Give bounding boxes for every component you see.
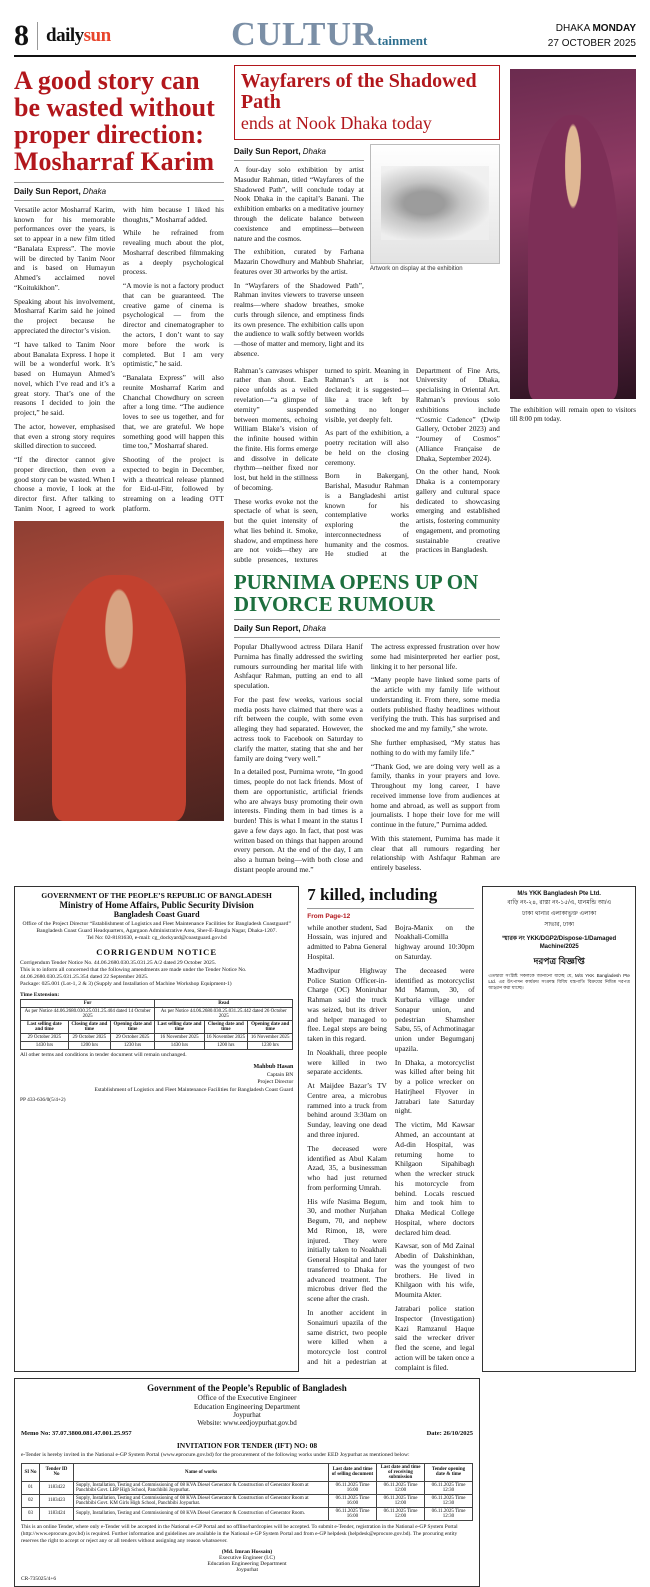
headline-line2: ends at Nook Dhaka today: [240, 112, 432, 133]
rule: [234, 160, 364, 161]
story-mosharraf: [14, 65, 224, 878]
byline-wayfarers: [234, 147, 364, 156]
masthead-left: [14, 18, 111, 52]
page-number: 8: [14, 18, 29, 52]
paragraph: In a detailed post, Purnima wrote, “In good times, people do not lack friends. Most of them are opportunistic, artificial friends who are always busy promoting their own interests. Finding them in bad times is a burden! This is what I meant in the status I gave a few days ago. In fact, that post was written based on things that happen around every person. At the end of the day, I am also a human being—with both close and distant people around me.”: [233, 767, 363, 874]
byline-city: Dhaka: [302, 147, 326, 157]
story-body-7killed: [307, 923, 474, 1373]
ad-tender-number: স্মারক নং YKK/DGP2/Dispose-1/Damaged Machine/2025: [502, 935, 617, 950]
headline-line1: Wayfarers of the Shadowed Path: [240, 69, 477, 113]
table-cell: 1430 hrs: [21, 1041, 69, 1049]
wayfarers-top: [234, 144, 500, 363]
paragraph: while another student, Sad Hossain, was injured and admitted to Pabna General Hospital.: [307, 922, 387, 961]
story-7killed: [307, 886, 474, 1373]
paragraph: The exhibition, curated by Farhana Mazarin Chowdhury and Mahbub Shahriar, features over 30 artworks by the artist.: [233, 247, 364, 276]
table-header: Closing date and time: [68, 1020, 110, 1033]
section-main-text: CULTUR: [231, 16, 378, 53]
paragraph: The exhibition will remain open to visitors till 8:00 pm today.: [509, 405, 636, 423]
ad-line-1: GOVERNMENT OF THE PEOPLE’S REPUBLIC OF BANGLADESH: [41, 890, 272, 900]
table-header: SI No: [22, 1463, 40, 1481]
paragraph: “If the director cannot give proper direction, then even a good story can be wasted. When I choose a movie, I look at the director first. After talking to Tanim Noor, I agreed to work with him because I liked his thoughts,” Mosharraf added.: [14, 204, 224, 513]
paragraph: “Thank God, we are doing very well as a family, thanks in your prayers and love. Throughout my long career, I have received immense love from audiences at home and abroad, as well as support from journalists. I hope their love for me will continue in the future,” Purnima added.: [370, 761, 500, 830]
masthead-divider: [37, 22, 38, 50]
signature-title: Project Director: [257, 1079, 294, 1086]
table-cell: 1230 hrs: [110, 1041, 154, 1049]
table-header-for: For: [21, 999, 155, 1007]
table-cell: 06.11.2025 Time 16:00: [329, 1494, 377, 1507]
ad-memo-date: Date: 26/10/2025: [426, 1430, 473, 1438]
table-header: Last selling date and time: [21, 1020, 69, 1033]
table-cell: 06.11.2025 Time 16:00: [329, 1481, 377, 1494]
table-header: Opening date and time: [248, 1020, 293, 1033]
ad-time-extension-label: Time Extension:: [20, 991, 60, 998]
ad-reference-code: PP 433-636/0(5/4+2): [20, 1096, 66, 1103]
section-title: [111, 16, 548, 53]
table-cell: 29 October 2025: [68, 1033, 110, 1041]
story-body-purnima: [234, 642, 500, 878]
paragraph: Born in Bakerganj, Barishal, Masudur Rahman is a Bangladeshi artist known for his contemplative works exploring the interconnectedness of humanity and the cosmos. He studied at the Department of Fine Arts, University of Dhaka, specialising in Oriental Art. Rahman’s previous solo exhibitions include “Cosmic Cadence” (Dwip Gallery, October 2023) and “Journey of Cosmos” (Alliance Française de Dhaka, September 2024).: [324, 365, 500, 559]
table-row: [22, 1494, 473, 1507]
ad-address-line-3: সাভার, ঢাকা: [544, 921, 575, 928]
ad-line-ref-3: Package: 025.001 (Lot-1, 2 & 3) (Supply and Installation of Machine Workshop Equipment-1): [20, 981, 232, 988]
story-body-mosharraf: [14, 205, 224, 516]
right-column: [510, 65, 636, 878]
ad-company-name: M/s YKK Bangladesh Pte Ltd.: [517, 890, 601, 897]
byline-mosharraf: [14, 187, 224, 196]
table-cell: 16 November 2025: [155, 1033, 204, 1041]
ad-line-1: Government of the People’s Republic of Bangladesh: [147, 1383, 347, 1394]
signature-org: Establishment of Logistics and Fleet Maintenance Facilities for Bangladesh Coast Guard: [94, 1086, 294, 1093]
paragraph: For the past few weeks, various social media posts have claimed that there was a rift between the couple, with some even alleging they had separated. However, the actress took to Facebook on Saturday to clarify the matter, stating that she and her family are doing “very well.”: [233, 694, 363, 763]
table-cell: 06.11.2025 Time 16:00: [329, 1507, 377, 1520]
table-cell: 16 November 2025: [248, 1033, 293, 1041]
table-header: Last selling date and time: [155, 1020, 204, 1033]
paragraph: The deceased were identified as motorcyclist Md Mamun, 30, of Kurbaria village under Sonapur union, and pedestrian Shamsher Sabu, 55, of Achmotinagar union under Begumganj upazila.: [394, 965, 475, 1053]
table-cell: Supply, Installation, Testing and Commissioning of 08 KVA Diesel Generator & Construction of Generator Room at Panchbibi Govt. LBP High School, Panchbibi Joypurhat.: [74, 1481, 329, 1494]
paragraph: In Noakhali, three people were killed in two separate accidents.: [307, 1047, 387, 1077]
ad-line-3: Bangladesh Coast Guard: [113, 909, 200, 919]
table-row: [21, 1007, 293, 1020]
byline-city: Dhaka: [82, 186, 107, 196]
paragraph: On the other hand, Nook Dhaka is a contemporary gallery and cultural space dedicated to showcasing emerging and established artists, fostering community engagement, and promoting sustainable creative practices in Bangladesh.: [415, 467, 500, 555]
ad-office-address: Office of the Project Director “Establishment of Logistics and Fleet Maintenance Facilities for Bangladesh Coastguard” Bangladesh Coast Guard Headquarters, Agargaon Administrative Area, Sher-E-Bangla Nagar, Dhaka-1207.: [22, 920, 291, 935]
paragraph: She further emphasised, “My status has nothing to do with my family life.”: [370, 738, 500, 757]
dateline-city: [548, 21, 636, 36]
ad-footer-note: This is an online Tender, where only e-Tender will be accepted in the National e-GP Portal and no offline/hardcopies will be accepted. To submit e-Tender, registration in the National e-GP System Portal (http://www.eprocure.gov.bd) is required. Further information and guidelines are available in the National e-GP System Portal and from e-GP helpdesk (helpdesk@eprocure.gov.bd). The procuring entity reserves the right to accept or reject any or all tenders without assigning any reason whatsoever.: [21, 1523, 458, 1544]
ad-tender-body: এতদ্বারা সংশ্লিষ্ট সকলকে জানানো যাচ্ছে যে, M/S YKK Bangladesh Pte Ltd. এর উৎপাদন কার্যক্রম সংক্রান্ত বিবিধ যন্ত্রপাতি বিক্রয়ের নিমিত্ত দরপত্র আহ্বান করা যাচ্ছে।: [488, 972, 630, 991]
paragraph: A four-day solo exhibition by artist Masudur Rahman, titled “Wayfarers of the Shadowed Path”, will conclude today at Nook Dhaka in the capital’s Banani. The exhibition embarks on a meditative journey through the delicate balance between coexistence and emptiness—between nature and the cosmos.: [233, 165, 364, 243]
table-cell: 16 November 2025: [204, 1033, 248, 1041]
table-cell: 1183422: [40, 1481, 74, 1494]
table-header: Opening date and time: [110, 1020, 154, 1033]
ad-coast-guard-header: [20, 891, 293, 919]
paragraph: These works evoke not the spectacle of what is seen, but the quiet intensity of what lies behind it. Smoke, shadow, and emptiness here are not voids—they are subtle presences, textures turned to spirit. Meaning in Rahman’s art is not declared; it is suggested—like a trace left by something no longer visible, yet deeply felt.: [233, 365, 409, 565]
byline-text: Daily Sun Report,: [14, 186, 81, 196]
day-text: MONDAY: [592, 22, 636, 34]
signature-title-1: Executive Engineer (I.C): [218, 1554, 276, 1561]
table-row: [22, 1507, 473, 1520]
ad-address-line-2: ঢাকা থানার এলাকাভুক্ত এলাকা: [522, 910, 597, 917]
table-cell: 1430 hrs: [155, 1041, 204, 1049]
table-subheader-b: As per Notice 44.06.2680.030.25.031.25.442 dated 26 October 2025: [155, 1007, 293, 1020]
date-text: 27 OCTOBER 2025: [547, 37, 636, 49]
table-row: [21, 1020, 293, 1033]
table-row: [21, 1033, 293, 1041]
paragraph: Speaking about his involvement, Mosharraf Karim said he joined the project because he appreciated the director’s vision.: [14, 296, 115, 335]
rule: [14, 200, 224, 201]
table-cell: 06.11.2025 Time 12:00: [377, 1481, 425, 1494]
signature-name: (Md. Imran Hossain): [221, 1548, 273, 1555]
paragraph: Versatile actor Mosharraf Karim, known for his memorable performances over the years, is set to appear in a new film titled “Banalata Express”. The movie will be directed by Tanim Noor and is based on Humayun Ahmed’s acclaimed novel “Koitukikhon”.: [14, 204, 115, 292]
section-tail-text: tainment: [377, 33, 428, 48]
ad-edu-signature: [21, 1549, 473, 1573]
ad-contact: Tel No: 02-8181630, e-mail: cg_dockyard@coastguard.gov.bd: [86, 935, 227, 942]
table-cell: 06.11.2025 Time 12:30: [425, 1494, 473, 1507]
paragraph: His wife Nasima Begum, 30, and mother Nurjahan Begum, 70, and nephew Md Rimon, 18, were injured. They were initially taken to Noakhali General Hospital and later transferred to Dhaka for advanced treatment. The microbus driver fled the scene after the crash.: [307, 1196, 387, 1304]
table-cell: 02: [22, 1494, 40, 1507]
paragraph: At Maijdee Bazar’s TV Centre area, a microbus rammed into a truck from behind around 3:30am on Sunday, leaving one dead and three injured.: [307, 1081, 387, 1139]
table-header: Tender ID No: [40, 1463, 74, 1481]
ad-line-ref-1: Corrigendum Tender Notice No. 44.06.2680.030.35.031.25 A/2 dated 29 October 2025.: [20, 959, 217, 966]
headline-7killed: 7 killed, including: [307, 884, 438, 904]
ad-website: Website: www.eedjoypurhat.gov.bd: [197, 1419, 297, 1428]
table-cell: 29 October 2025: [110, 1033, 154, 1041]
paragraph: “Banalata Express” will also reunite Mosharraf Karim and Chanchal Chowdhury on screen after a long time. “The audience loves to see us together, and for that, we are grateful. We hope something good will happen this time too,” Mosharraf shared.: [122, 373, 224, 451]
table-cell: 1183424: [40, 1507, 74, 1520]
photo-caption: Artwork on display at the exhibition: [369, 266, 463, 273]
ad-edu-header: [21, 1383, 473, 1427]
ad-line-3: Education Engineering Department: [193, 1402, 301, 1412]
ad-line-2: Ministry of Home Affairs, Public Security Division: [59, 899, 254, 910]
ad-invitation-title: INVITATION FOR TENDER (IFT) NO: 08: [176, 1441, 318, 1451]
paragraph: Jatrabari police station Inspector (Investigation) Kazi Ramzanul Haque said the wrecker driver fled the scene, and legal action will be taken once a complaint is filed.: [394, 1304, 475, 1372]
table-header-read: Read: [155, 999, 293, 1007]
table-cell: 06.11.2025 Time 12:00: [377, 1494, 425, 1507]
table-header: Last date and time of selling document: [329, 1463, 377, 1481]
paragraph: While he refrained from revealing much about the plot, Mosharraf described filmmaking as a deeply psychological process.: [122, 228, 224, 277]
table-cell: 1200 hrs: [204, 1041, 248, 1049]
masthead: [14, 16, 636, 57]
headline-purnima: PURNIMA OPENS UP ON DIVORCE RUMOUR: [233, 570, 479, 617]
logo-sun-text: sun: [83, 24, 111, 46]
wayfarers-closing-note: [510, 406, 636, 424]
ad-line-ref-2: This is to inform all concerned that the following amendments are made under the Tender Notice No. 44.06.2680.030.25.031.25.354 dated 22 September 2025.: [20, 966, 247, 981]
byline-city: Dhaka: [302, 624, 326, 634]
paragraph: Popular Dhallywood actress Dilara Hanif Purnima has finally addressed the swirling rumours surrounding her marital life with Ashfaqur Rahman, putting an end to all speculation.: [233, 642, 363, 691]
paragraph: With this statement, Purnima has made it clear that all rumours regarding her relationship with Ashfaqur Rahman are entirely baseless.: [370, 833, 500, 873]
photo-exhibition-artwork: [370, 144, 500, 264]
table-cell: Supply, Installation, Testing and Commissioning of 08 KVA Diesel Generator & Construction of Generator Room at Panchbibi Govt. KM Girls High School, Panchbibi Joypurhat.: [74, 1494, 329, 1507]
rule: [14, 182, 224, 183]
masthead-date: [548, 21, 636, 51]
paragraph: Madhvipur Highway Police Station Officer-in-Charge (OC) Moniruhar Rahman said the truck was seized, but its driver and helper managed to flee. Legal steps are being taken in this regard.: [307, 965, 387, 1044]
ad-tender-title: দরপত্র বিজ্ঞপ্তি: [533, 955, 585, 966]
lower-area: [14, 886, 636, 1373]
table-cell: Supply, Installation, Testing and Commissioning of 08 KVA Diesel Generator & Construction of Generator Room.: [74, 1507, 329, 1520]
headline-wayfarers: [241, 71, 493, 135]
ad-memo-number: Memo No: 37.07.3800.081.47.001.25.957: [21, 1430, 132, 1438]
table-header: Name of works: [74, 1463, 329, 1481]
paragraph: Rahman’s canvases whisper rather than shout. Each piece unfolds as a veiled revelation—“a glimpse of eternity” suspended between moments, echoing William Blake’s vision of the infinite housed within the finite. His forms emerge and dissolve in delicate rhythm—neither fixed nor lost, but held in the stillness of becoming.: [233, 365, 318, 492]
ad-address-line-1: বাড়ি নং-২৪, রাস্তা নং-১৫/এ, ধানমন্ডি আ/এ: [507, 899, 612, 906]
byline-text: Daily Sun Report,: [233, 147, 301, 157]
paragraph: As part of the exhibition, a poetry recitation will also be held on the closing ceremony.: [324, 428, 409, 467]
middle-column: [234, 65, 500, 878]
table-cell: 1183423: [40, 1494, 74, 1507]
city-text: DHAKA: [555, 22, 590, 34]
table-cell: 29 October 2025: [21, 1033, 69, 1041]
paragraph: The actor, however, emphasised that even a strong story requires skilled direction to succeed.: [14, 421, 115, 451]
table-row: [21, 1041, 293, 1049]
rule: [307, 908, 474, 909]
top-stories: [14, 65, 636, 878]
wayfarers-photo-wrap: [370, 144, 500, 363]
ad-line-4: Joypurhat: [233, 1411, 261, 1420]
ad-reference-code: CR-735025/4+6: [21, 1575, 57, 1582]
paragraph: “I have talked to Tanim Noor about Banalata Express. I hope it will be a wonderful work. It’s based on Humayun Ahmed’s novel, which I’ve read and it’s a great story. That’s one of the reasons I decided to join the project,” he said.: [14, 339, 115, 418]
paragraph: The victim, Md Kawsar Ahmed, an accountant at Ad-din Hospital, was returning home to Khilgaon Sipahibagh when the wrecker struck his motorcycle from behind. Locals rescued him and took him to Dhaka Medical College Hospital, where doctors declared him dead.: [394, 1120, 475, 1237]
byline-purnima: [234, 624, 500, 633]
wayfarers-body-b: [234, 366, 500, 565]
paragraph: Kawsar, son of Md Zainal Abedin of Dakshinkhan, was the youngest of two brothers. He lived in Khilgaon with his wife, Moumita Akter.: [394, 1241, 475, 1300]
paragraph: “Many people have linked some parts of the article with my family life without understanding it. From there, some media outlets published flashy headlines without verifying the truth. This has surprised and shocked me and my family,” she wrote.: [370, 675, 500, 734]
ad-notice-title: CORRIGENDUM NOTICE: [96, 946, 217, 957]
publication-logo: [46, 25, 111, 47]
ad-coast-guard-table: [20, 999, 293, 1050]
paragraph: In Dhaka, a motorcyclist was killed after being hit by a police wrecker on Hatirjheel Flyover in Jatrabari late Saturday night.: [394, 1057, 475, 1116]
paragraph: In “Wayfarers of the Shadowed Path”, Rahman invites viewers to traverse unseen realms—where shadow breathes, smoke curls through silence, and emptiness finds its own presence. The exhibition calls upon the audience to walk softly between worlds—those of matter and memory, light and its absence.: [233, 280, 364, 358]
section-title-word: [111, 16, 548, 53]
photo-purnima: [510, 69, 636, 399]
rule: [234, 619, 500, 620]
ad-line-2: Office of the Executive Engineer: [197, 1393, 297, 1403]
paragraph: “A movie is not a factory product that can be guaranteed. The creative game of cinema is psychological — from the director and cinematographer to the actors, I don’t want to say more before the work is completed. But I am very optimistic,” he said.: [122, 281, 224, 369]
ad-education-table: [21, 1463, 473, 1521]
ad-education-engineering: [14, 1378, 480, 1586]
paragraph: The deceased were identified as Abul Kalam Azad, 35, a businessman who had just returned from performing Umrah.: [307, 1143, 387, 1192]
ad-memo-row: [21, 1430, 473, 1437]
signature-rank: Captain BN: [266, 1072, 294, 1079]
table-row: [22, 1481, 473, 1494]
table-cell: 06.11.2025 Time 12:00: [377, 1507, 425, 1520]
continuation-label: From Page-12: [307, 912, 351, 920]
ad-ykk-bangladesh: [482, 886, 636, 1373]
page-title: A good story can be wasted without proper direction: Mosharraf Karim: [14, 65, 215, 177]
table-header: Closing date and time: [204, 1020, 248, 1033]
table-cell: 06.11.2025 Time 12:30: [425, 1507, 473, 1520]
ad-coast-guard: [14, 886, 299, 1373]
signature-title-3: Joypurhat: [235, 1566, 259, 1573]
paragraph: Shooting of the project is expected to begin in December, with a theatrical release planned for Eid-ul-Fitr, followed by streaming on a leading OTT platform.: [122, 455, 224, 513]
paragraph: The actress expressed frustration over how some had misinterpreted her earlier post, linking it to her personal life.: [370, 642, 500, 671]
paragraph: In another accident in Sonaimuri upazila of the same district, two people were killed when a motorcycle lost control and hit a pedestrian at Bojra-Manix on the Noakhali-Comilla highway around 10:30pm on Saturday.: [307, 922, 475, 1366]
table-cell: 06.11.2025 Time 12:30: [425, 1481, 473, 1494]
table-subheader-a: As per Notice 44.06.2680.030.25.031.25.404 dated 14 October 2025: [21, 1007, 155, 1020]
logo-daily-text: daily: [46, 24, 84, 46]
ad-signature-block: [20, 1064, 293, 1094]
table-row: [21, 999, 293, 1007]
table-cell: 1200 hrs: [68, 1041, 110, 1049]
table-cell: 1230 hrs: [248, 1041, 293, 1049]
ad-invitation-subtitle: e-Tender is hereby invited in the National e-GP System Portal (www.eprocure.gov.bd) for the procurement of the following works under EED Joypurhat as mentioned below:: [21, 1452, 410, 1459]
table-cell: 03: [22, 1507, 40, 1520]
byline-text: Daily Sun Report,: [233, 624, 301, 634]
table-row: [22, 1463, 473, 1481]
photo-mosharraf-karim: [14, 521, 224, 821]
story-wayfarers-header: [234, 65, 500, 141]
table-cell: 01: [22, 1481, 40, 1494]
table-header: Tender opening date & time: [425, 1463, 473, 1481]
signature-title-2: Education Engineering Department: [207, 1560, 287, 1567]
ad-note: All other terms and conditions in tender document will remain unchanged.: [20, 1051, 187, 1058]
wayfarers-body-a: [234, 165, 364, 359]
rule: [234, 637, 500, 638]
table-header: Last date and time of receiving submission: [377, 1463, 425, 1481]
signature-name: Mahbub Hasan: [253, 1064, 294, 1071]
wayfarers-text-left: [234, 144, 364, 363]
